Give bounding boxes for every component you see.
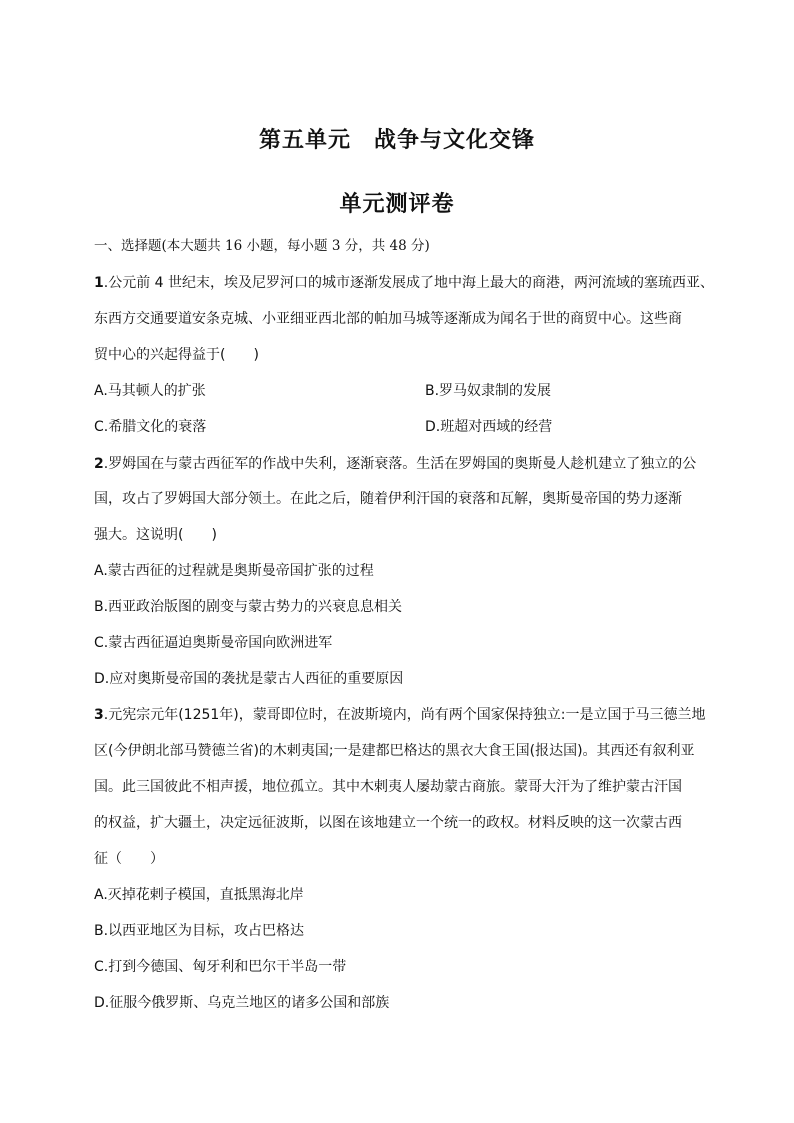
question-text: .元宪宗元年(1251年)，蒙哥即位时，在波斯境内，尚有两个国家保持独立:一是立国于马三德兰地 xyxy=(103,707,706,723)
question-1-option-d: D.班超对西域的经营 xyxy=(425,419,553,435)
section-heading: 一、选择题(本大题共 16 小题，每小题 3 分，共 48 分) xyxy=(94,238,430,254)
question-2-option-a: A.蒙古西征的过程就是奥斯曼帝国扩张的过程 xyxy=(94,563,374,579)
question-text: .公元前 4 世纪末，埃及尼罗河口的城市逐渐发展成了地中海上最大的商港，两河流域的塞琉西亚、 xyxy=(103,275,715,291)
question-1-option-b: B.罗马奴隶制的发展 xyxy=(425,383,552,399)
question-3-option-d: D.征服今俄罗斯、乌克兰地区的诸多公国和部族 xyxy=(94,995,390,1011)
unit-title: 第五单元 战争与文化交锋 xyxy=(258,127,535,153)
question-1-line-2: 东西方交通要道安条克城、小亚细亚西北部的帕加马城等逐渐成为闻名于世的商贸中心。这些商 xyxy=(94,311,682,327)
question-number: 3 xyxy=(94,707,104,723)
question-2-option-c: C.蒙古西征逼迫奥斯曼帝国向欧洲进军 xyxy=(94,635,333,651)
question-2-line-2: 国，攻占了罗姆国大部分领土。在此之后，随着伊利汗国的衰落和瓦解，奥斯曼帝国的势力逐渐 xyxy=(94,491,682,507)
question-1-option-a: A.马其顿人的扩张 xyxy=(94,383,206,399)
question-1-option-c: C.希腊文化的衰落 xyxy=(94,419,207,435)
test-subtitle: 单元测评卷 xyxy=(339,191,455,217)
question-3-line-3: 国。此三国彼此不相声援，地位孤立。其中木剌夷人屡劫蒙古商旅。蒙哥大汗为了维护蒙古汗国 xyxy=(94,779,682,795)
question-2-option-d: D.应对奥斯曼帝国的袭扰是蒙古人西征的重要原因 xyxy=(94,671,404,687)
question-3-option-a: A.灭掉花剌子模国，直抵黑海北岸 xyxy=(94,887,304,903)
question-2-line-3: 强大。这说明( ) xyxy=(94,527,217,543)
question-3-option-c: C.打到今德国、匈牙利和巴尔干半岛一带 xyxy=(94,959,347,975)
question-number: 1 xyxy=(94,275,104,291)
question-3-line-4: 的权益，扩大疆土，决定远征波斯，以图在该地建立一个统一的政权。材料反映的这一次蒙古西 xyxy=(94,815,682,831)
question-3-option-b: B.以西亚地区为目标，攻占巴格达 xyxy=(94,923,305,939)
question-1-line-3: 贸中心的兴起得益于( ) xyxy=(94,347,259,363)
question-2-line-1 xyxy=(94,455,724,473)
question-number: 2 xyxy=(94,456,104,472)
question-text: .罗姆国在与蒙古西征军的作战中失利，逐渐衰落。生活在罗姆国的奥斯曼人趁机建立了独立的公 xyxy=(103,456,697,472)
question-3-line-2: 区(今伊朗北部马赞德兰省)的木剌夷国;一是建都巴格达的黑衣大食王国(报达国)。其西还有叙利亚 xyxy=(94,743,695,759)
question-2-option-b: B.西亚政治版图的剧变与蒙古势力的兴衰息息相关 xyxy=(94,599,403,615)
question-3-line-5: 征（ ） xyxy=(94,851,164,867)
question-3-line-1 xyxy=(94,706,724,724)
question-1-line-1 xyxy=(94,274,724,292)
